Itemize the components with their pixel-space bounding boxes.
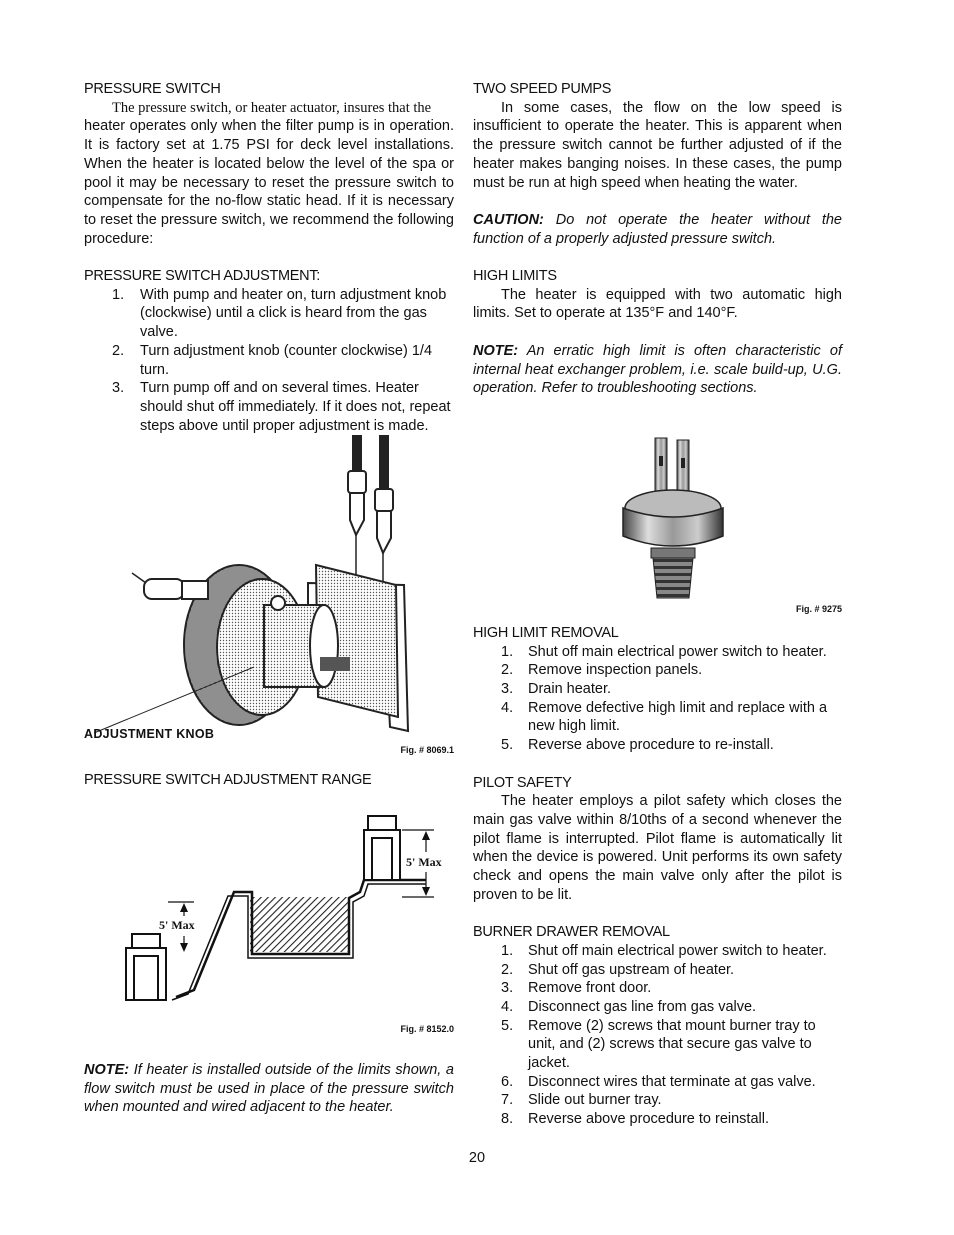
two-speed-heading: TWO SPEED PUMPS [473,81,612,97]
two-speed-body: In some cases, the flow on the low speed is insufficient to operate the heater. This is apparent when the pressure switch cannot be further adjusted of if the heater makes banging noises. In these cases, the pump must be run at high speed when heating the water. [473,99,842,191]
list-item: 1. Shut off main electrical power switch to heater. [501,643,827,660]
lower-max-label: 5' Max [159,918,195,933]
high-limit-figure [473,398,842,624]
pressure-switch-drawing [84,435,454,735]
upper-max-label: 5' Max [406,855,442,870]
flow-switch-note: NOTE: If heater is installed outside of the limits shown, a flow switch must be used in place of the pressure switch when mounted and wired adjacent to the heater. [84,1062,454,1116]
pressure-switch-body: heater operates only when the filter pump is in operation. It is factory set at 1.75 PSI for deck level installations. When the heater is located below the level of the spa or pool it may be necessary to reset the pressure switch to compensate for the no-flow static head. If it is necessary to reset the pressure switch, we recommend the following procedure: [84,118,454,247]
list-item: 8. Reverse above procedure to reinstall. [501,1111,769,1128]
list-item: 3. Drain heater. [501,681,612,698]
list-item: 4. Disconnect gas line from gas valve. [501,998,757,1015]
list-item: 1. Shut off main electrical power switch to heater. [501,942,827,959]
pressure-switch-intro: The pressure switch, or heater actuator, insures that the [112,99,432,116]
pilot-safety-body: The heater employs a pilot safety which closes the main gas valve within 8/10ths of a second whenever the pilot flame is interrupted. Pilot flame is automatically lit when the device is powered. Unit performs its own safety check and opens the main valve only after the pilot is proven to be lit. [473,793,842,903]
list-item: 2. Turn adjustment knob (counter clockwise) 1/4 turn. [112,342,433,378]
high-limits-body: The heater is equipped with two automatic high limits. Set to operate at 135°F and 140°F. [473,286,842,322]
list-item: 3. Turn pump off and on several times. Heater should shut off immediately. If it does not, repeat steps above until proper adjustment is made. [112,380,451,434]
pilot-safety-heading: PILOT SAFETY [473,774,572,791]
list-item: 5. Remove (2) screws that mount burner tray to unit, and (2) screws that secure gas valve to jacket. [501,1017,816,1072]
list-item: 3. Remove front door. [501,980,652,997]
adjustment-range-drawing [84,812,454,1022]
fig-9275-number: Fig. # 9275 [795,603,842,614]
caution-note: CAUTION: Do not operate the heater without the function of a properly adjusted pressure switch. [473,211,842,247]
adjustment-range-figure [84,812,454,1042]
list-item: 2. Remove inspection panels. [501,662,703,679]
adjustment-knob-label: ADJUSTMENT KNOB [84,727,215,742]
adjustment-heading: PRESSURE SWITCH ADJUSTMENT: [84,268,321,285]
list-item: 6. Disconnect wires that terminate at gas valve. [501,1073,816,1090]
list-item: 1. With pump and heater on, turn adjustment knob (clockwise) until a click is heard from the gas valve. [112,286,447,341]
adjustment-range-heading: PRESSURE SWITCH ADJUSTMENT RANGE [84,772,372,789]
adjustment-steps [84,286,454,436]
high-limits-heading: HIGH LIMITS [473,268,557,284]
high-limit-note: NOTE: An erratic high limit is often characteristic of internal heat exchanger problem, i.e. scale build-up, U.G. operation. Refer to troubleshooting sections. [473,342,842,397]
left-column [84,80,454,1117]
page-number: 20 [468,1150,486,1166]
high-limit-removal-steps [473,643,842,755]
burner-drawer-heading: BURNER DRAWER REMOVAL [473,924,670,941]
fig-8069-number: Fig. # 8069.1 [400,745,454,756]
high-limit-removal-heading: HIGH LIMIT REMOVAL [473,624,619,641]
high-limit-switch-image [473,398,842,603]
pressure-switch-figure [84,435,454,755]
pressure-switch-heading: PRESSURE SWITCH [84,81,221,97]
burner-drawer-steps [473,942,842,1129]
fig-8152-number: Fig. # 8152.0 [400,1024,454,1035]
right-column [473,80,842,1129]
list-item: 7. Slide out burner tray. [501,1092,662,1109]
list-item: 2. Shut off gas upstream of heater. [501,961,735,978]
list-item: 5. Reverse above procedure to re-install. [501,737,774,754]
list-item: 4. Remove defective high limit and replace with a new high limit. [501,699,828,735]
